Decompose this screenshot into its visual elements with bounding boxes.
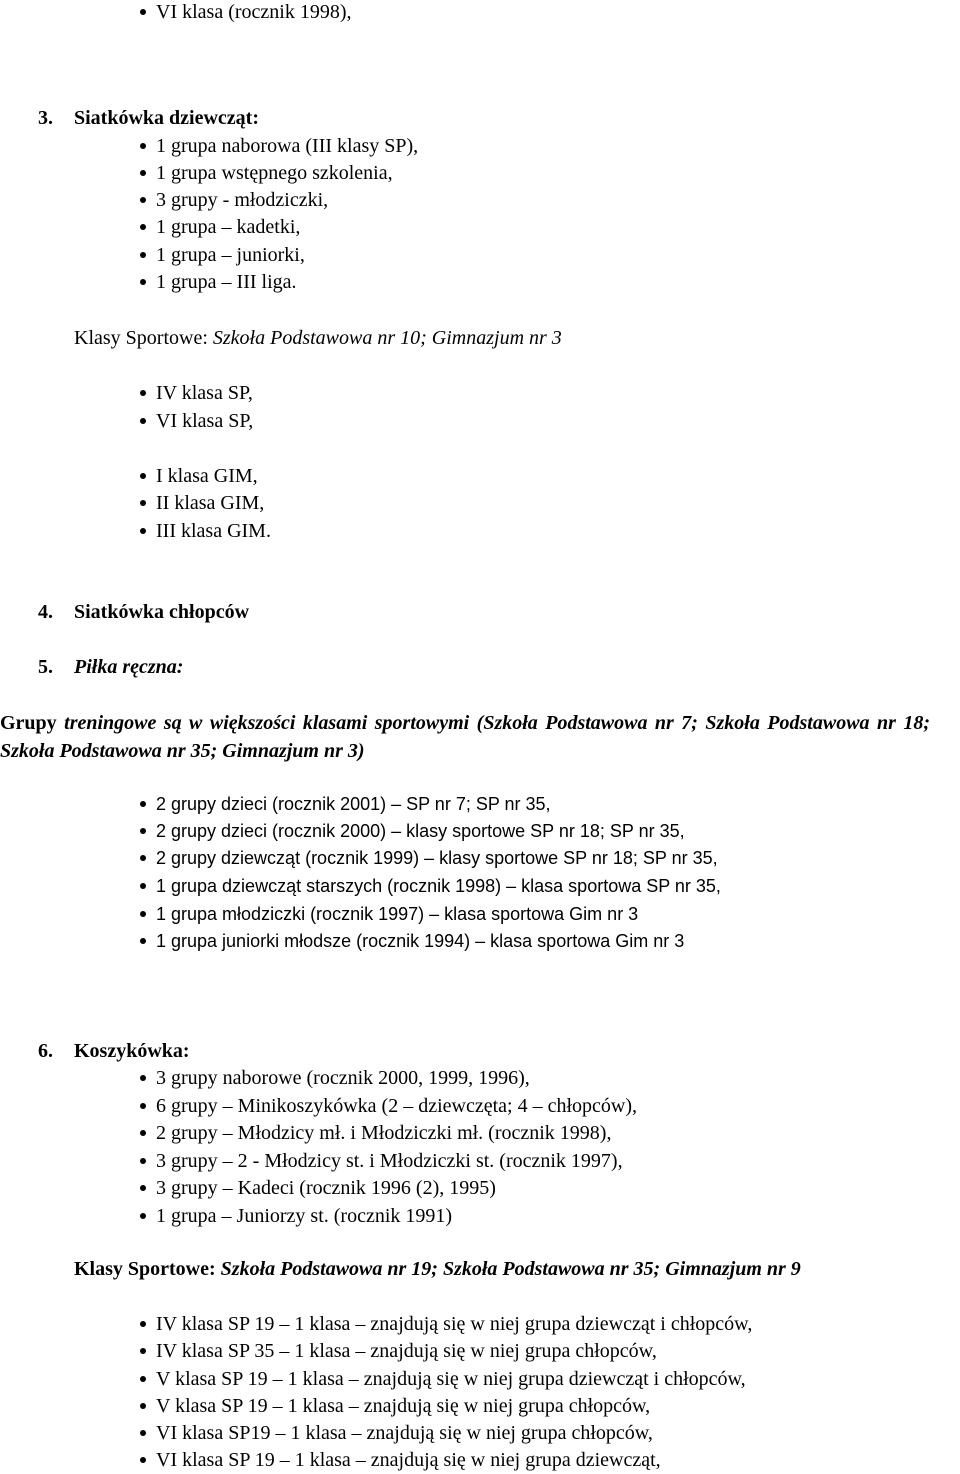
list-item: 2 grupy – Młodzicy mł. i Młodziczki mł. (rocznik 1998),: [156, 1122, 612, 1144]
section-number: 6.: [38, 1040, 53, 1062]
section-paragraph: [0, 709, 930, 765]
list-item: 3 grupy naborowe (rocznik 2000, 1999, 1996),: [156, 1067, 530, 1089]
section-title: Piłka ręczna:: [74, 656, 184, 678]
section-number: 3.: [38, 107, 53, 129]
list-item: IV klasa SP 19 – 1 klasa – znajdują się w niej grupa dziewcząt i chłopców,: [156, 1313, 753, 1335]
section-number: 5.: [38, 656, 53, 678]
list-item: 1 grupa – Juniorzy st. (rocznik 1991): [156, 1205, 453, 1227]
list-item: V klasa SP 19 – 1 klasa – znajdują się w niej grupa chłopców,: [156, 1395, 651, 1417]
list-item: 2 grupy dzieci (rocznik 2001) – SP nr 7; SP nr 35,: [156, 794, 551, 814]
list-item: 1 grupa – kadetki,: [156, 216, 301, 238]
list-item: I klasa GIM,: [156, 465, 258, 487]
classes-label: Klasy Sportowe:: [74, 327, 208, 349]
list-item: IV klasa SP 35 – 1 klasa – znajdują się w niej grupa chłopców,: [156, 1340, 657, 1362]
section-title: Siatkówka dziewcząt:: [74, 107, 259, 129]
list-item: IV klasa SP,: [156, 382, 253, 404]
list-item: 1 grupa – III liga.: [156, 271, 297, 293]
list-item: VI klasa SP,: [156, 410, 254, 432]
list-item: III klasa GIM.: [156, 520, 271, 542]
paragraph-text: treningowe są w większości klasami sportowymi (Szkoła Podstawowa nr 7; Szkoła Podstawowa nr 18; Szkoła Podstawowa nr 35; Gimnazjum nr 3): [0, 712, 931, 762]
paragraph-lead: Grupy: [0, 712, 57, 734]
section-title: Siatkówka chłopców: [74, 601, 250, 623]
list-item: II klasa GIM,: [156, 492, 265, 514]
list-item: 2 grupy dzieci (rocznik 2000) – klasy sportowe SP nr 18; SP nr 35,: [156, 821, 685, 841]
list-item: 1 grupa młodziczki (rocznik 1997) – klasa sportowa Gim nr 3: [156, 904, 639, 924]
list-item: 1 grupa juniorki młodsze (rocznik 1994) – klasa sportowa Gim nr 3: [156, 931, 685, 951]
list-item: VI klasa (rocznik 1998),: [156, 1, 352, 23]
list-item: 1 grupa – juniorki,: [156, 244, 305, 266]
classes-value: Szkoła Podstawowa nr 10; Gimnazjum nr 3: [212, 327, 562, 349]
section-title: Koszykówka:: [74, 1040, 190, 1062]
list-item: 1 grupa naborowa (III klasy SP),: [156, 135, 419, 157]
list-item: 3 grupy – Kadeci (rocznik 1996 (2), 1995): [156, 1177, 496, 1199]
list-item: V klasa SP 19 – 1 klasa – znajdują się w niej grupa dziewcząt i chłopców,: [156, 1368, 746, 1390]
list-item: VI klasa SP 19 – 1 klasa – znajdują się w niej grupa dziewcząt,: [156, 1449, 661, 1471]
list-item: VI klasa SP19 – 1 klasa – znajdują się w niej grupa chłopców,: [156, 1422, 653, 1444]
list-item: 3 grupy - młodziczki,: [156, 189, 329, 211]
list-item: 2 grupy dziewcząt (rocznik 1999) – klasy sportowe SP nr 18; SP nr 35,: [156, 848, 718, 868]
classes-line: [74, 1257, 801, 1281]
list-item: 1 grupa wstępnego szkolenia,: [156, 162, 393, 184]
classes-label: Klasy Sportowe:: [74, 1258, 216, 1280]
list-item: 6 grupy – Minikoszykówka (2 – dziewczęta; 4 – chłopców),: [156, 1095, 637, 1117]
list-item: 1 grupa dziewcząt starszych (rocznik 1998) – klasa sportowa SP nr 35,: [156, 876, 721, 896]
classes-line: [74, 326, 562, 350]
section-number: 4.: [38, 601, 53, 623]
classes-value: Szkoła Podstawowa nr 19; Szkoła Podstawowa nr 35; Gimnazjum nr 9: [220, 1258, 801, 1280]
list-item: 3 grupy – 2 - Młodzicy st. i Młodziczki st. (rocznik 1997),: [156, 1150, 623, 1172]
